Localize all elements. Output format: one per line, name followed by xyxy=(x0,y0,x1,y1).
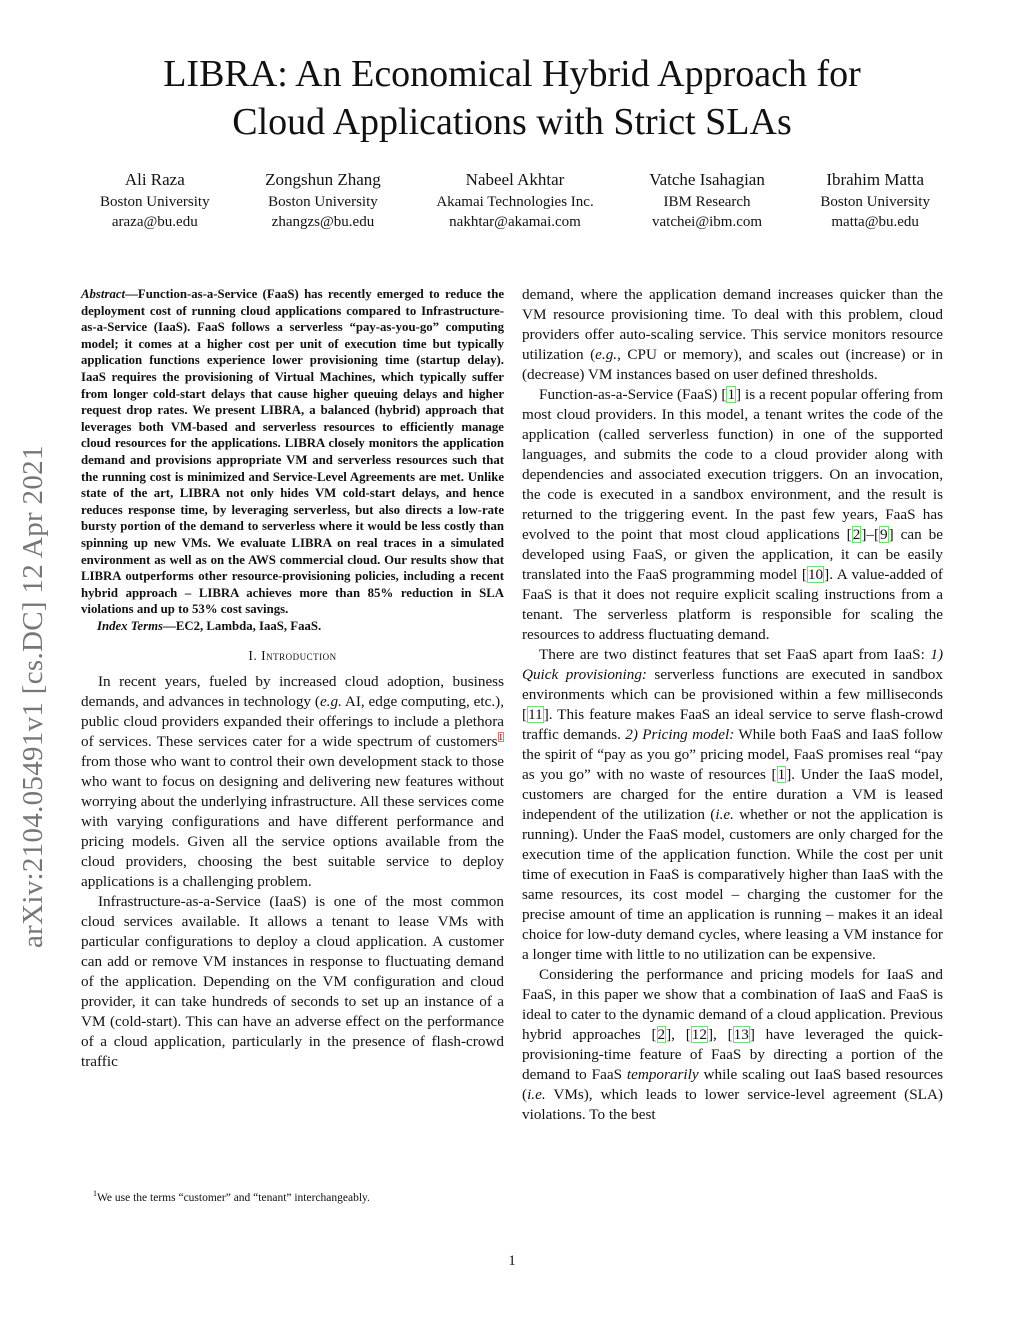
paper-title xyxy=(0,50,1024,146)
footnote xyxy=(81,1187,516,1205)
intro-paragraph-1: In recent years, fueled by increased cloud adoption, business demands, and advances in technology (e.g. AI, edge computing, etc.), public cloud providers expanded their offerings to include a plethora of services. These services cater for a wide spectrum of customers$^1$ from those who want to control their own development stack to those who want to focus on designing and delivering new features without worrying about the underlying infrastructure. All these services come with varying configurations and have different performance and pricing models. Given all the service options available from the cloud providers, choosing the best suitable service to deploy applications is a challenging problem. xyxy=(81,673,505,891)
abstract xyxy=(81,286,504,618)
author-affiliation: Boston University xyxy=(268,194,378,210)
page-number: 1 xyxy=(508,1253,516,1269)
intro-paragraph-5: Considering the performance and pricing models for IaaS and FaaS, in this paper we show that a combination of IaaS and FaaS is ideal to cater to the dynamic demand of a cloud application. Previous hybrid approaches [2], [12], [13] have leveraged the quick-provisioning-time feature of FaaS by directing a portion of the demand to FaaS temporarily while scaling out IaaS based resources (i.e. VMs), which leads to lower service-level agreement (SLA) violations. To the best xyxy=(522,966,943,1123)
author-name: Zongshun Zhang xyxy=(265,170,381,189)
left-column xyxy=(81,286,504,1072)
title-line-1: LIBRA: An Economical Hybrid Approach for xyxy=(163,53,861,95)
author-email: matta@bu.edu xyxy=(831,214,919,230)
arxiv-identifier: arXiv:2104.05491v1 [cs.DC] 12 Apr 2021 xyxy=(17,445,49,948)
author-name: Nabeel Akhtar xyxy=(465,170,565,189)
citation-link[interactable]: 1 xyxy=(777,766,786,783)
section-number: I. xyxy=(248,648,258,664)
citation-link[interactable]: 12 xyxy=(691,1026,707,1043)
index-terms xyxy=(81,618,504,635)
citation-link[interactable]: 10 xyxy=(807,566,824,583)
author-block xyxy=(100,167,930,232)
index-terms-label: Index Terms xyxy=(97,618,164,633)
author-email: araza@bu.edu xyxy=(111,214,198,230)
abstract-label: Abstract xyxy=(81,287,126,301)
citation-link[interactable]: 1 xyxy=(727,386,736,403)
footnote-text: We use the terms “customer” and “tenant” interchangeably. xyxy=(97,1191,370,1204)
intro-paragraph-4: There are two distinct features that set FaaS apart from IaaS: 1) Quick provisioning: serverless functions are executed in sandbox environments which can be provisioned within a few milliseconds [11]. This feature makes FaaS an ideal service to serve flash-crowd traffic demands. 2) Pricing model: While both FaaS and IaaS follow the spirit of “pay as you go” pricing model, FaaS promises real “pay as you go” with no waste of resources [1]. Under the IaaS model, customers are charged for the entire duration a VM is leased independent of the utilization (i.e. whether or not the application is running). Under the FaaS model, customers are only charged for the execution time of the application function. While the cost per unit time of execution in FaaS is comparatively higher than IaaS with the same resources, its cost model – charging the customer for the precise amount of time an application is running – makes it an ideal choice for low-duty demand cycles, where leasing a VM instance for a longer time with little to no utilization can be expensive. xyxy=(522,646,943,963)
intro-paragraph-2-continued: demand, where the application demand increases quicker than the VM resource provisioning time. To deal with this problem, cloud providers offer auto-scaling service. This service monitors resource utilization (e.g., CPU or memory), and scales out (increase) or in (decrease) VM instances based on user defined thresholds. xyxy=(522,286,944,383)
citation-link[interactable]: 9 xyxy=(880,526,888,543)
abstract-text: —Function-as-a-Service (FaaS) has recently emerged to reduce the deployment cost of running cloud applications compared to Infrastructure-as-a-Service (IaaS). FaaS follows a serverless “pay-as-you-go” computing model; it comes at a higher cost per unit of execution time but typically application functions experience lower provisioning time (startup delay). IaaS requires the provisioning of Virtual Machines, which typically suffer from longer cold-start delays that cause higher queuing delays and higher request drop rates. We present LIBRA, a balanced (hybrid) approach that leverages both VM-based and serverless resources to efficiently manage cloud resources for the applications. LIBRA closely monitors the application demand and provisions appropriate VM and serverless resources such that the running cost is minimized and Service-Level Agreements are met. Unlike state of the art, LIBRA not only hides VM cold-start delays, and hence reduces response time, by leveraging serverless, but also directs a low-rate bursty portion of the demand to serverless where it would be less costly than spinning up new VMs. We evaluate LIBRA on real traces in a simulated environment as well as on the AWS commercial cloud. Our results show that LIBRA outperforms other resource-provisioning policies, including a recent hybrid approach – LIBRA achieves more than 85% reduction in SLA violations and up to 53% cost savings. xyxy=(81,287,504,617)
citation-link[interactable]: 2 xyxy=(852,526,861,543)
author-2 xyxy=(265,167,381,232)
section-heading-introduction xyxy=(81,648,504,664)
index-terms-text: —EC2, Lambda, IaaS, FaaS. xyxy=(163,618,322,633)
author-affiliation: Akamai Technologies Inc. xyxy=(436,194,594,210)
author-affiliation: Boston University xyxy=(820,194,930,210)
author-5 xyxy=(820,167,930,232)
author-affiliation: Boston University xyxy=(100,194,210,210)
intro-paragraph-2: Infrastructure-as-a-Service (IaaS) is one of the most common cloud services available. It allows a tenant to lease VMs with particular configurations to deploy a cloud application. A customer can add or remove VM instances in response to fluctuating demand of the application. Depending on the VM configuration and cloud provider, it can take hundreds of seconds to set up an instance of a VM (cold-start). This can have an adverse effect on the performance of a cloud application, particularly in the presence of flash-crowd traffic xyxy=(81,893,504,1071)
author-4 xyxy=(649,167,765,232)
author-1 xyxy=(100,167,210,232)
intro-paragraph-3: Function-as-a-Service (FaaS) [1] is a recent popular offering from most cloud providers. In this model, a tenant writes the code of the application (called serverless function) in one of the supported languages, and submits the code to a cloud provider along with dependencies and associated execution triggers. On an invocation, the code is executed in a sandbox environment, and the result is returned to the triggering event. In the past few years, FaaS has evolved to the point that most cloud applications [2]–[9] can be developed using FaaS, or given the application, it can be easily translated into the FaaS programming model [10]. A value-added of FaaS is that it does not require explicit scaling instructions from a tenant. The serverless platform is responsible for scaling the resources to address fluctuating demand. xyxy=(522,386,944,643)
author-email: zhangzs@bu.edu xyxy=(271,214,375,230)
citation-link[interactable]: 13 xyxy=(733,1026,749,1043)
author-affiliation: IBM Research xyxy=(663,194,751,210)
citation-link[interactable]: 11 xyxy=(528,706,543,723)
author-name: Vatche Isahagian xyxy=(649,170,765,189)
footnote-mark: 1 xyxy=(93,1189,97,1198)
author-name: Ibrahim Matta xyxy=(826,170,925,189)
author-3 xyxy=(436,167,593,232)
right-column xyxy=(522,285,943,1125)
citation-link[interactable]: 2 xyxy=(657,1026,666,1043)
title-line-2: Cloud Applications with Strict SLAs xyxy=(232,101,792,143)
author-email: nakhtar@akamai.com xyxy=(449,214,581,230)
footnote-link[interactable]: 1 xyxy=(498,732,503,743)
author-email: vatchei@ibm.com xyxy=(652,214,763,230)
author-name: Ali Raza xyxy=(124,170,185,189)
section-title: Introduction xyxy=(261,648,337,664)
